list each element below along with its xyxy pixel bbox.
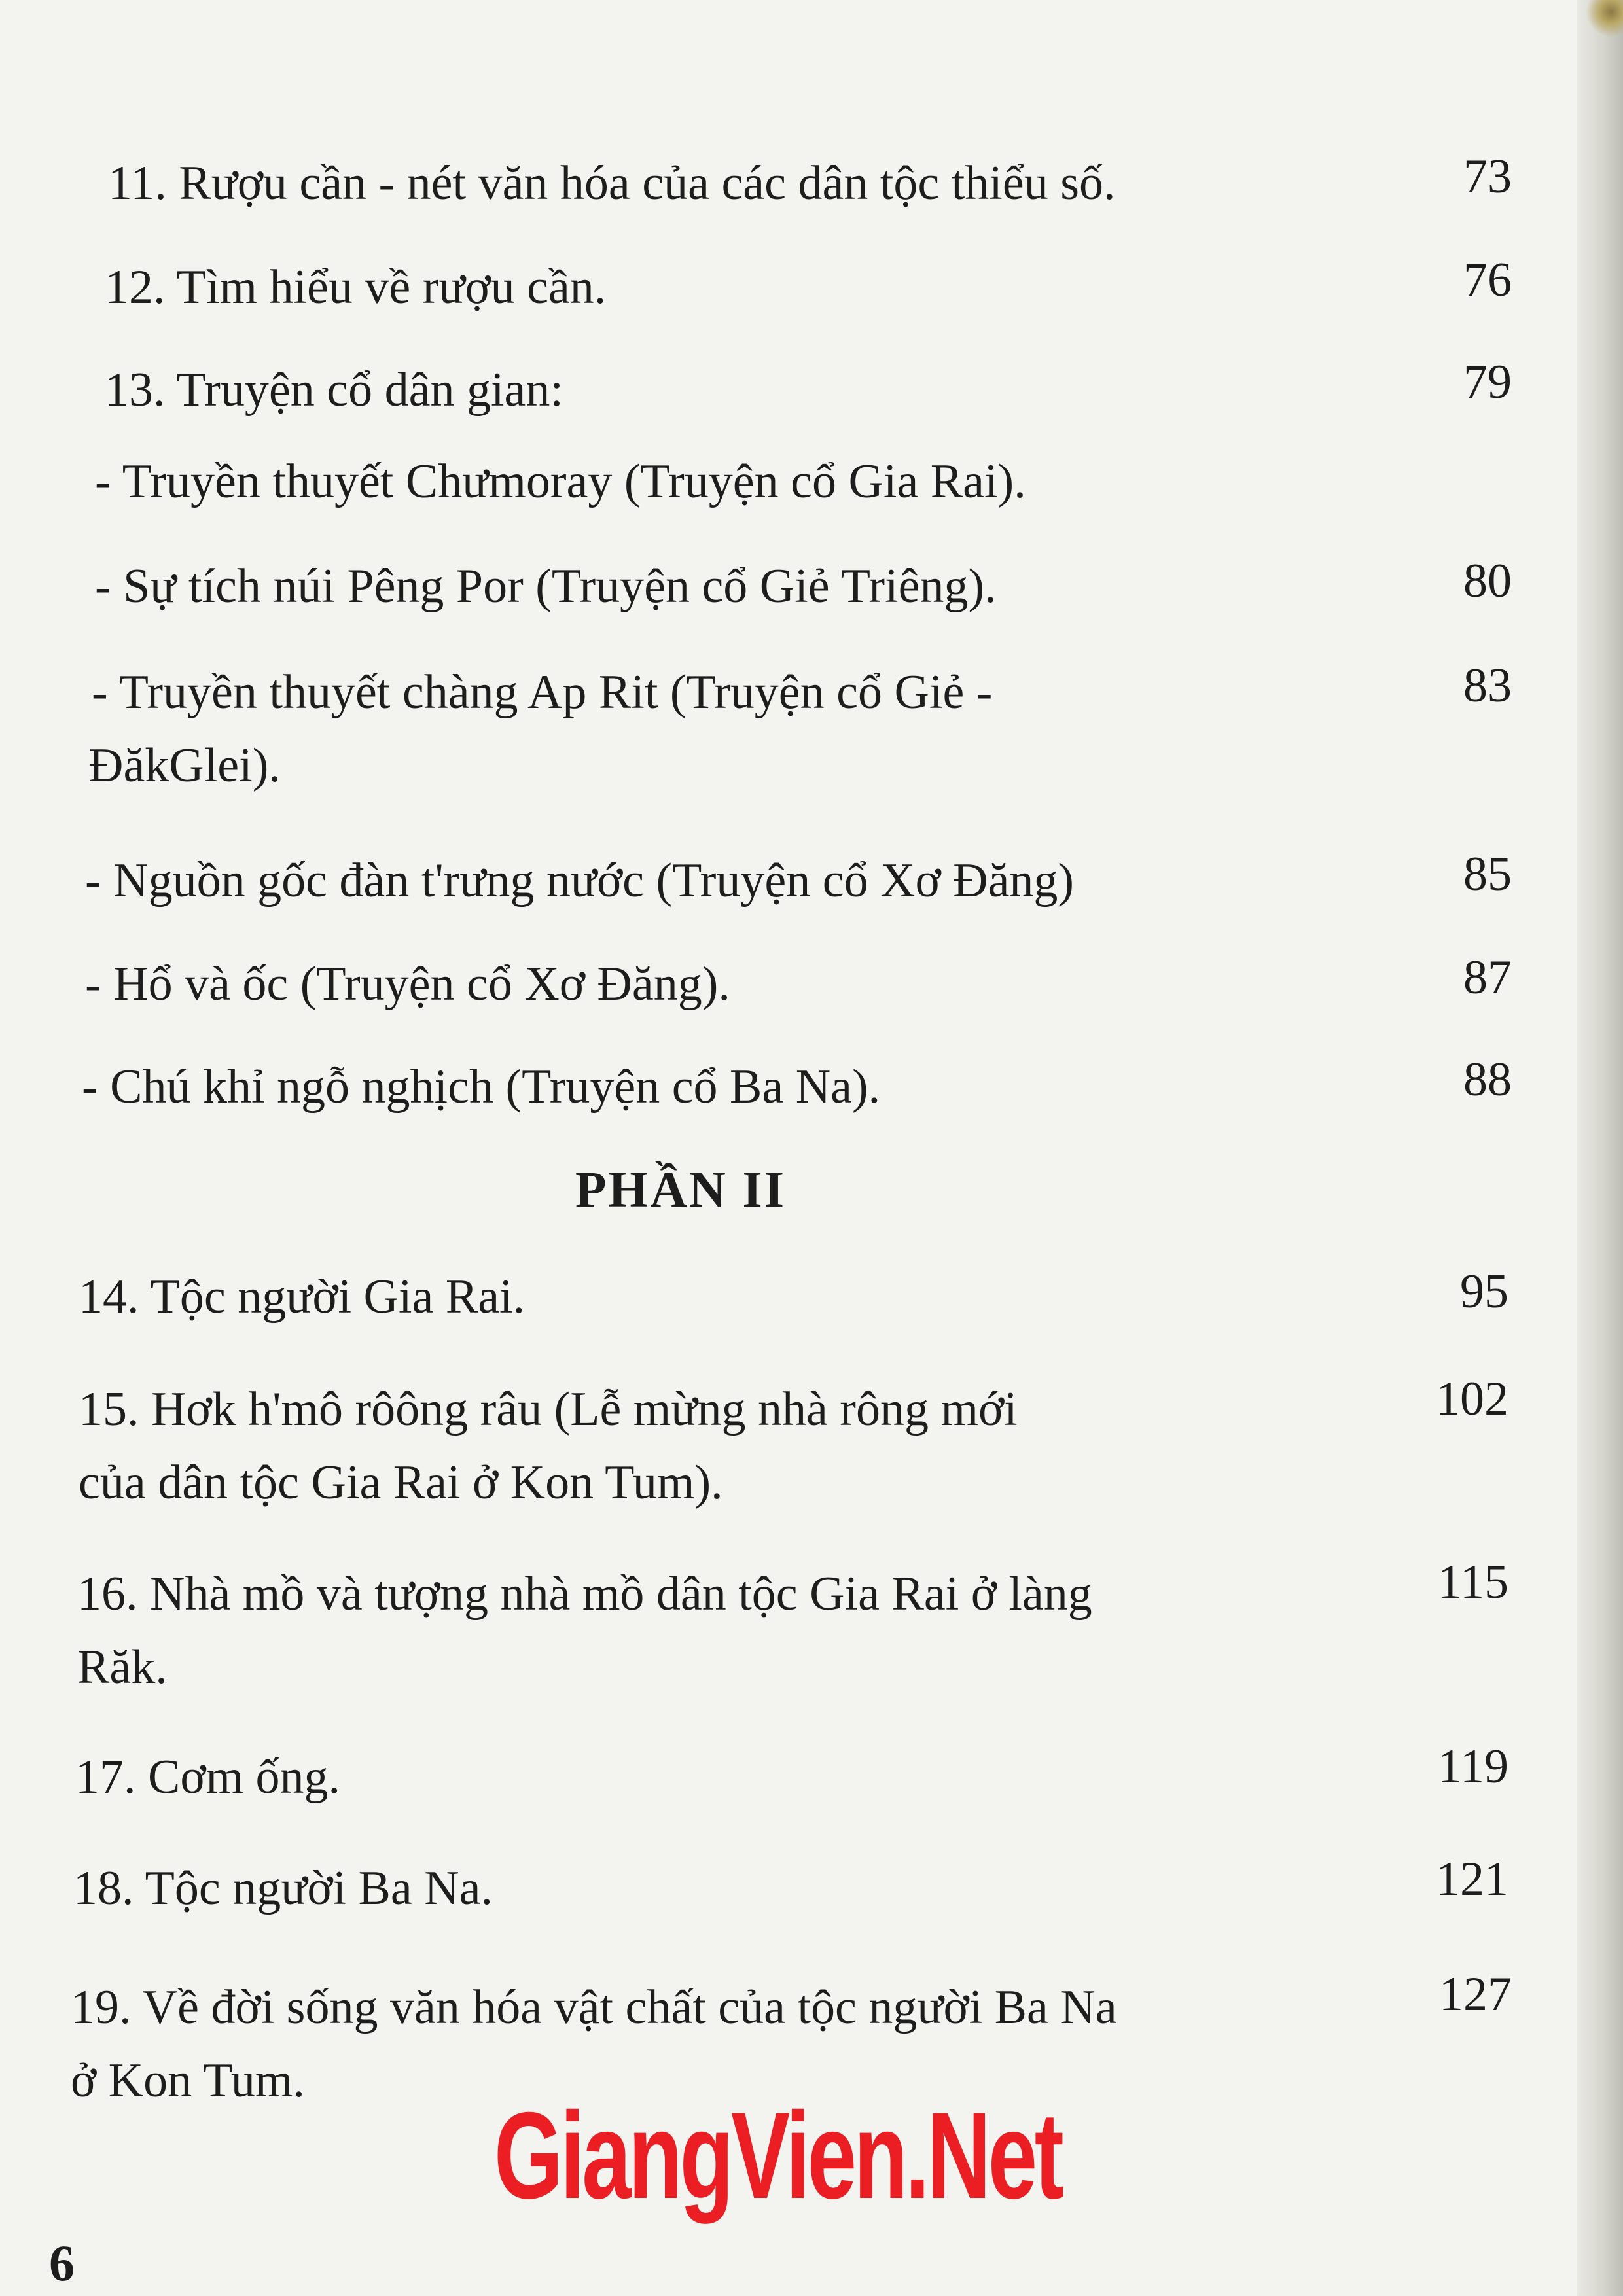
toc-entry: [85, 844, 1074, 917]
toc-entry-text-continued: của dân tộc Gia Rai ở Kon Tum).: [79, 1456, 723, 1510]
toc-entry-text-continued: Răk.: [77, 1640, 168, 1694]
toc-entry-text: 15. Hơk h'mô rôông râu (Lễ mừng nhà rông mới: [79, 1383, 1018, 1436]
toc-entry: [79, 1373, 1018, 1519]
toc-page-number: 88: [1463, 1053, 1512, 1106]
toc-page-number: 73: [1463, 150, 1512, 203]
toc-page-number: 102: [1436, 1372, 1508, 1426]
toc-entry: [95, 550, 997, 623]
toc-entry: [77, 1557, 1092, 1704]
toc-page-number: 80: [1463, 554, 1512, 608]
toc-page-number: 87: [1463, 951, 1512, 1004]
toc-entry: [95, 445, 1026, 518]
toc-page-number: 119: [1437, 1740, 1508, 1793]
toc-page-number: 76: [1463, 253, 1512, 307]
toc-entry-text: - Truyền thuyết Chưmoray (Truyện cổ Gia Rai).: [95, 455, 1026, 508]
toc-entry-text: 12. Tìm hiểu về rượu cần.: [105, 260, 607, 314]
toc-page-number: 95: [1460, 1265, 1508, 1318]
toc-page-number: 85: [1463, 847, 1512, 901]
toc-entry-text: 11. Rượu cần - nét văn hóa của các dân tộc thiểu số.: [108, 156, 1116, 210]
toc-page-number: 121: [1436, 1852, 1508, 1906]
toc-entry: [82, 1050, 880, 1123]
toc-entry: [75, 1740, 340, 1814]
toc-entry-text: - Hổ và ốc (Truyện cổ Xơ Đăng).: [85, 957, 730, 1011]
toc-page-number: 115: [1437, 1555, 1508, 1609]
toc-entry-text-continued: ĐăkGlei).: [88, 739, 281, 792]
toc-entry-text: 14. Tộc người Gia Rai.: [79, 1270, 526, 1324]
toc-entry: [88, 656, 993, 802]
toc-entry: [105, 353, 563, 427]
toc-entry: [73, 1852, 493, 1925]
toc-entry-text: - Chú khỉ ngỗ nghịch (Truyện cổ Ba Na).: [82, 1060, 881, 1114]
toc-entry: [79, 1260, 525, 1333]
page-folio: 6: [49, 2234, 75, 2291]
toc-entry-text: 13. Truyện cổ dân gian:: [105, 363, 563, 417]
toc-entry-text: 19. Về đời sống văn hóa vật chất của tộc người Ba Na: [71, 1981, 1117, 2034]
toc-entry-text: - Truyền thuyết chàng Ap Rit (Truyện cổ Giẻ -: [92, 665, 993, 719]
toc-entry-text: 17. Cơm ống.: [75, 1750, 341, 1804]
toc-entry-text: 16. Nhà mồ và tượng nhà mồ dân tộc Gia Rai ở làng: [77, 1567, 1092, 1621]
toc-page-number: 127: [1439, 1968, 1512, 2021]
watermark: GiangVien.Net: [494, 2087, 1061, 2224]
toc-entry-text-continued: ở Kon Tum.: [71, 2054, 305, 2108]
toc-entry: [108, 147, 1116, 220]
toc-entry-text: - Sự tích núi Pêng Por (Truyện cổ Giẻ Triêng).: [95, 559, 997, 613]
toc-entry-text: 18. Tộc người Ba Na.: [73, 1862, 493, 1915]
toc-entry-text: - Nguồn gốc đàn t'rưng nước (Truyện cổ Xơ Đăng): [85, 854, 1075, 908]
section-heading: PHẦN II: [575, 1161, 787, 1218]
toc-entry: [105, 251, 606, 324]
toc-page-number: 79: [1463, 355, 1512, 409]
toc-page-number: 83: [1463, 659, 1512, 713]
toc-entry: [85, 947, 730, 1021]
